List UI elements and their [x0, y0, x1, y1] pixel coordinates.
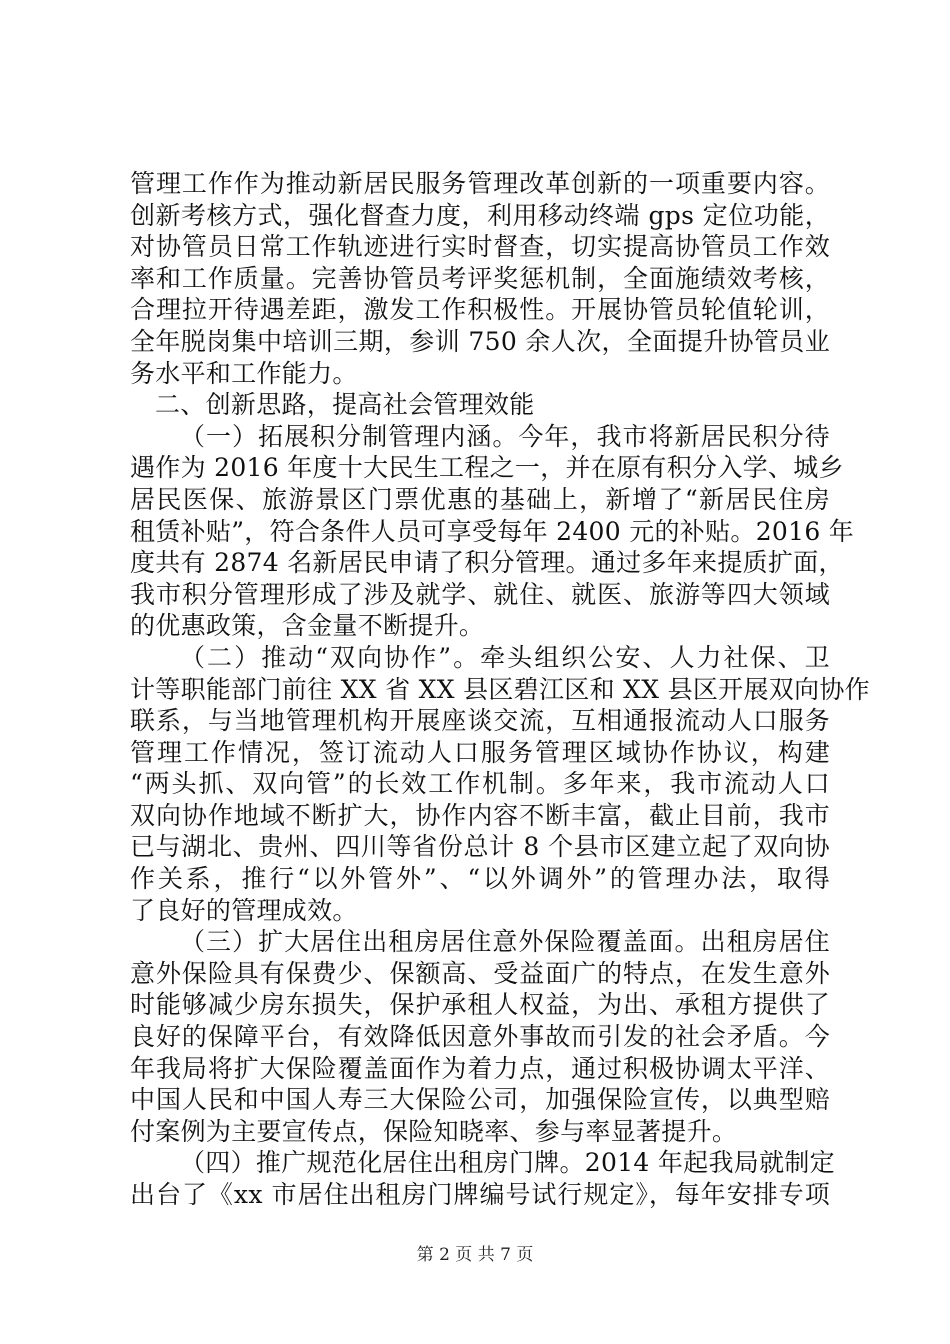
text-line: 作关系，推行“以外管外”、“以外调外”的管理办法，取得	[130, 864, 830, 894]
text-line: 已与湖北、贵州、四川等省份总计 8 个县市区建立起了双向协	[130, 832, 830, 862]
section-heading	[130, 389, 830, 421]
text-line: 居民医保、旅游景区门票优惠的基础上，新增了“新居民住房	[130, 484, 830, 514]
text-line: 时能够减少房东损失，保护承租人权益，为出、承租方提供了	[130, 990, 830, 1020]
text-line: 遇作为 2016 年度十大民生工程之一，并在原有积分入学、城乡	[130, 453, 844, 483]
text-line: 管理工作情况，签订流动人口服务管理区域协作协议，构建	[130, 737, 830, 767]
text-line: 出台了《xx 市居住出租房门牌编号试行规定》，每年安排专项	[130, 1180, 830, 1209]
paragraph	[130, 642, 870, 926]
text-line: 了良好的管理成效。	[130, 895, 358, 925]
text-line: 年我局将扩大保险覆盖面作为着力点，通过积极协调太平洋、	[130, 1053, 830, 1083]
text-line: 付案例为主要宣传点，保险知晓率、参与率显著提升。	[130, 1116, 738, 1146]
paragraph	[130, 421, 855, 642]
text-line: 联系，与当地管理机构开展座谈交流，互相通报流动人口服务	[130, 706, 830, 736]
text-line: 意外保险具有保费少、保额高、受益面广的特点，在发生意外	[130, 958, 830, 988]
paragraph	[130, 168, 830, 389]
text-line: 度共有 2874 名新居民申请了积分管理。通过多年来提质扩面，	[130, 548, 844, 578]
page-footer: 第 2 页 共 7 页	[416, 1245, 534, 1265]
text-line: （二）推动“双向协作”。牵头组织公安、人力社保、卫	[180, 642, 830, 672]
text-line: 的优惠政策，含金量不断提升。	[130, 611, 485, 641]
text-line: 创新考核方式，强化督查力度，利用移动终端 gps 定位功能，	[130, 200, 830, 230]
text-line: 租赁补贴”，符合条件人员可享受每年 2400 元的补贴。2016 年	[130, 516, 855, 546]
text-line: （三）扩大居住出租房居住意外保险覆盖面。出租房居住	[180, 927, 830, 957]
text-line: 计等职能部门前往 XX 省 XX 县区碧江区和 XX 县区开展双向协作	[130, 674, 870, 704]
text-line: 对协管员日常工作轨迹进行实时督查，切实提高协管员工作效	[130, 232, 830, 262]
heading-line: 二、创新思路，提高社会管理效能	[155, 390, 535, 420]
text-line: 中国人民和中国人寿三大保险公司，加强保险宣传，以典型赔	[130, 1085, 830, 1115]
document-body	[130, 168, 870, 1211]
text-line: 双向协作地域不断扩大，协作内容不断丰富，截止目前，我市	[130, 800, 830, 830]
text-line: 全年脱岗集中培训三期，参训 750 余人次，全面提升协管员业	[130, 326, 830, 356]
text-line: 良好的保障平台，有效降低因意外事故而引发的社会矛盾。今	[130, 1022, 830, 1052]
paragraph	[130, 1147, 835, 1210]
text-line: 务水平和工作能力。	[130, 358, 358, 388]
text-line: （一）拓展积分制管理内涵。今年，我市将新居民积分待	[180, 421, 830, 451]
text-line: 合理拉开待遇差距，激发工作积极性。开展协管员轮值轮训，	[130, 295, 830, 325]
text-line: 管理工作作为推动新居民服务管理改革创新的一项重要内容。	[130, 169, 830, 198]
text-line: “两头抓、双向管”的长效工作机制。多年来，我市流动人口	[130, 769, 830, 799]
text-line: （四）推广规范化居住出租房门牌。2014 年起我局就制定	[180, 1148, 835, 1178]
paragraph	[130, 926, 830, 1147]
text-line: 我市积分管理形成了涉及就学、就住、就医、旅游等四大领域	[130, 579, 830, 609]
text-line: 率和工作质量。完善协管员考评奖惩机制，全面施绩效考核，	[130, 263, 830, 293]
